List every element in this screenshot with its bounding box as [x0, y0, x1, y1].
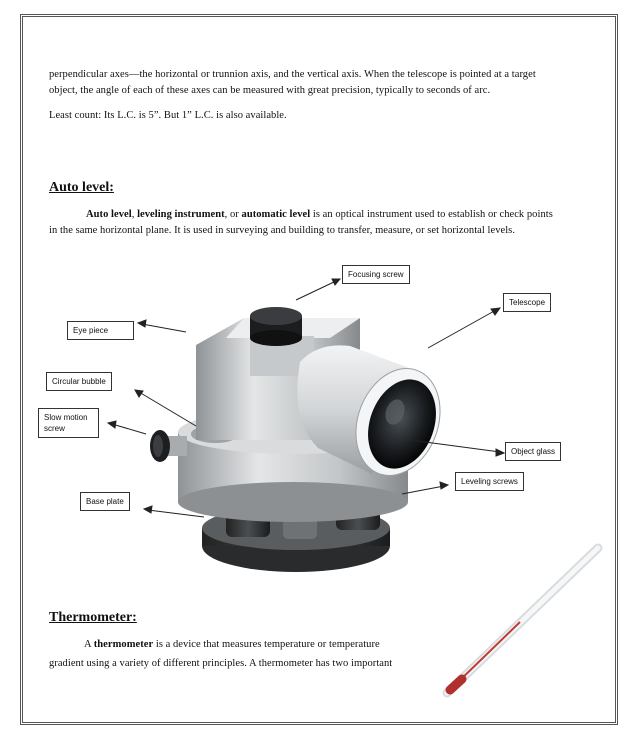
thermometer-heading: Thermometer:: [49, 610, 137, 625]
term-automatic-level: automatic level: [241, 209, 311, 220]
therm-rest: is a device that measures temperature or temperature: [153, 639, 380, 650]
term-thermometer: thermometer: [93, 639, 154, 650]
label-slow-motion-line-2: screw: [44, 424, 65, 433]
auto-level-def-line-2: in the same horizontal plane. It is used in surveying and building to transfer, measure, or set horizontal levels.: [49, 225, 515, 236]
thermometer-illustration: [447, 548, 598, 693]
therm-a: A: [84, 639, 94, 650]
label-eye-piece: Eye piece: [67, 321, 134, 340]
label-leveling-screws: Leveling screws: [455, 472, 524, 491]
label-telescope: Telescope: [503, 293, 551, 312]
thermometer-line-2: gradient using a variety of different principles. A thermometer has two important: [49, 658, 393, 669]
auto-level-heading: Auto level:: [49, 180, 114, 195]
label-focusing-screw: Focusing screw: [342, 265, 410, 284]
term-leveling-instrument: leveling instrument: [137, 209, 225, 220]
label-slow-motion-line-1: Slow motion: [44, 413, 88, 422]
intro-line-2: object, the angle of each of these axes can be measured with great precision, typically to seconds of arc.: [49, 85, 491, 96]
term-auto-level: Auto level: [86, 209, 132, 220]
label-object-glass: Object glass: [505, 442, 561, 461]
least-count: Least count: Its L.C. is 5”. But 1” L.C. is also available.: [49, 110, 287, 121]
label-base-plate: Base plate: [80, 492, 130, 511]
sep-2: , or: [224, 209, 242, 220]
label-slow-motion-screw: [38, 408, 99, 438]
label-circular-bubble: Circular bubble: [46, 372, 112, 391]
focusing-screw-shape: [250, 307, 302, 346]
def-rest: is an optical instrument used to establish or check points: [310, 209, 553, 220]
sep-1: ,: [131, 209, 138, 220]
thermometer-line-1: [84, 636, 380, 653]
intro-line-1: perpendicular axes—the horizontal or trunnion axis, and the vertical axis. When the telescope is pointed at a target: [49, 69, 536, 80]
